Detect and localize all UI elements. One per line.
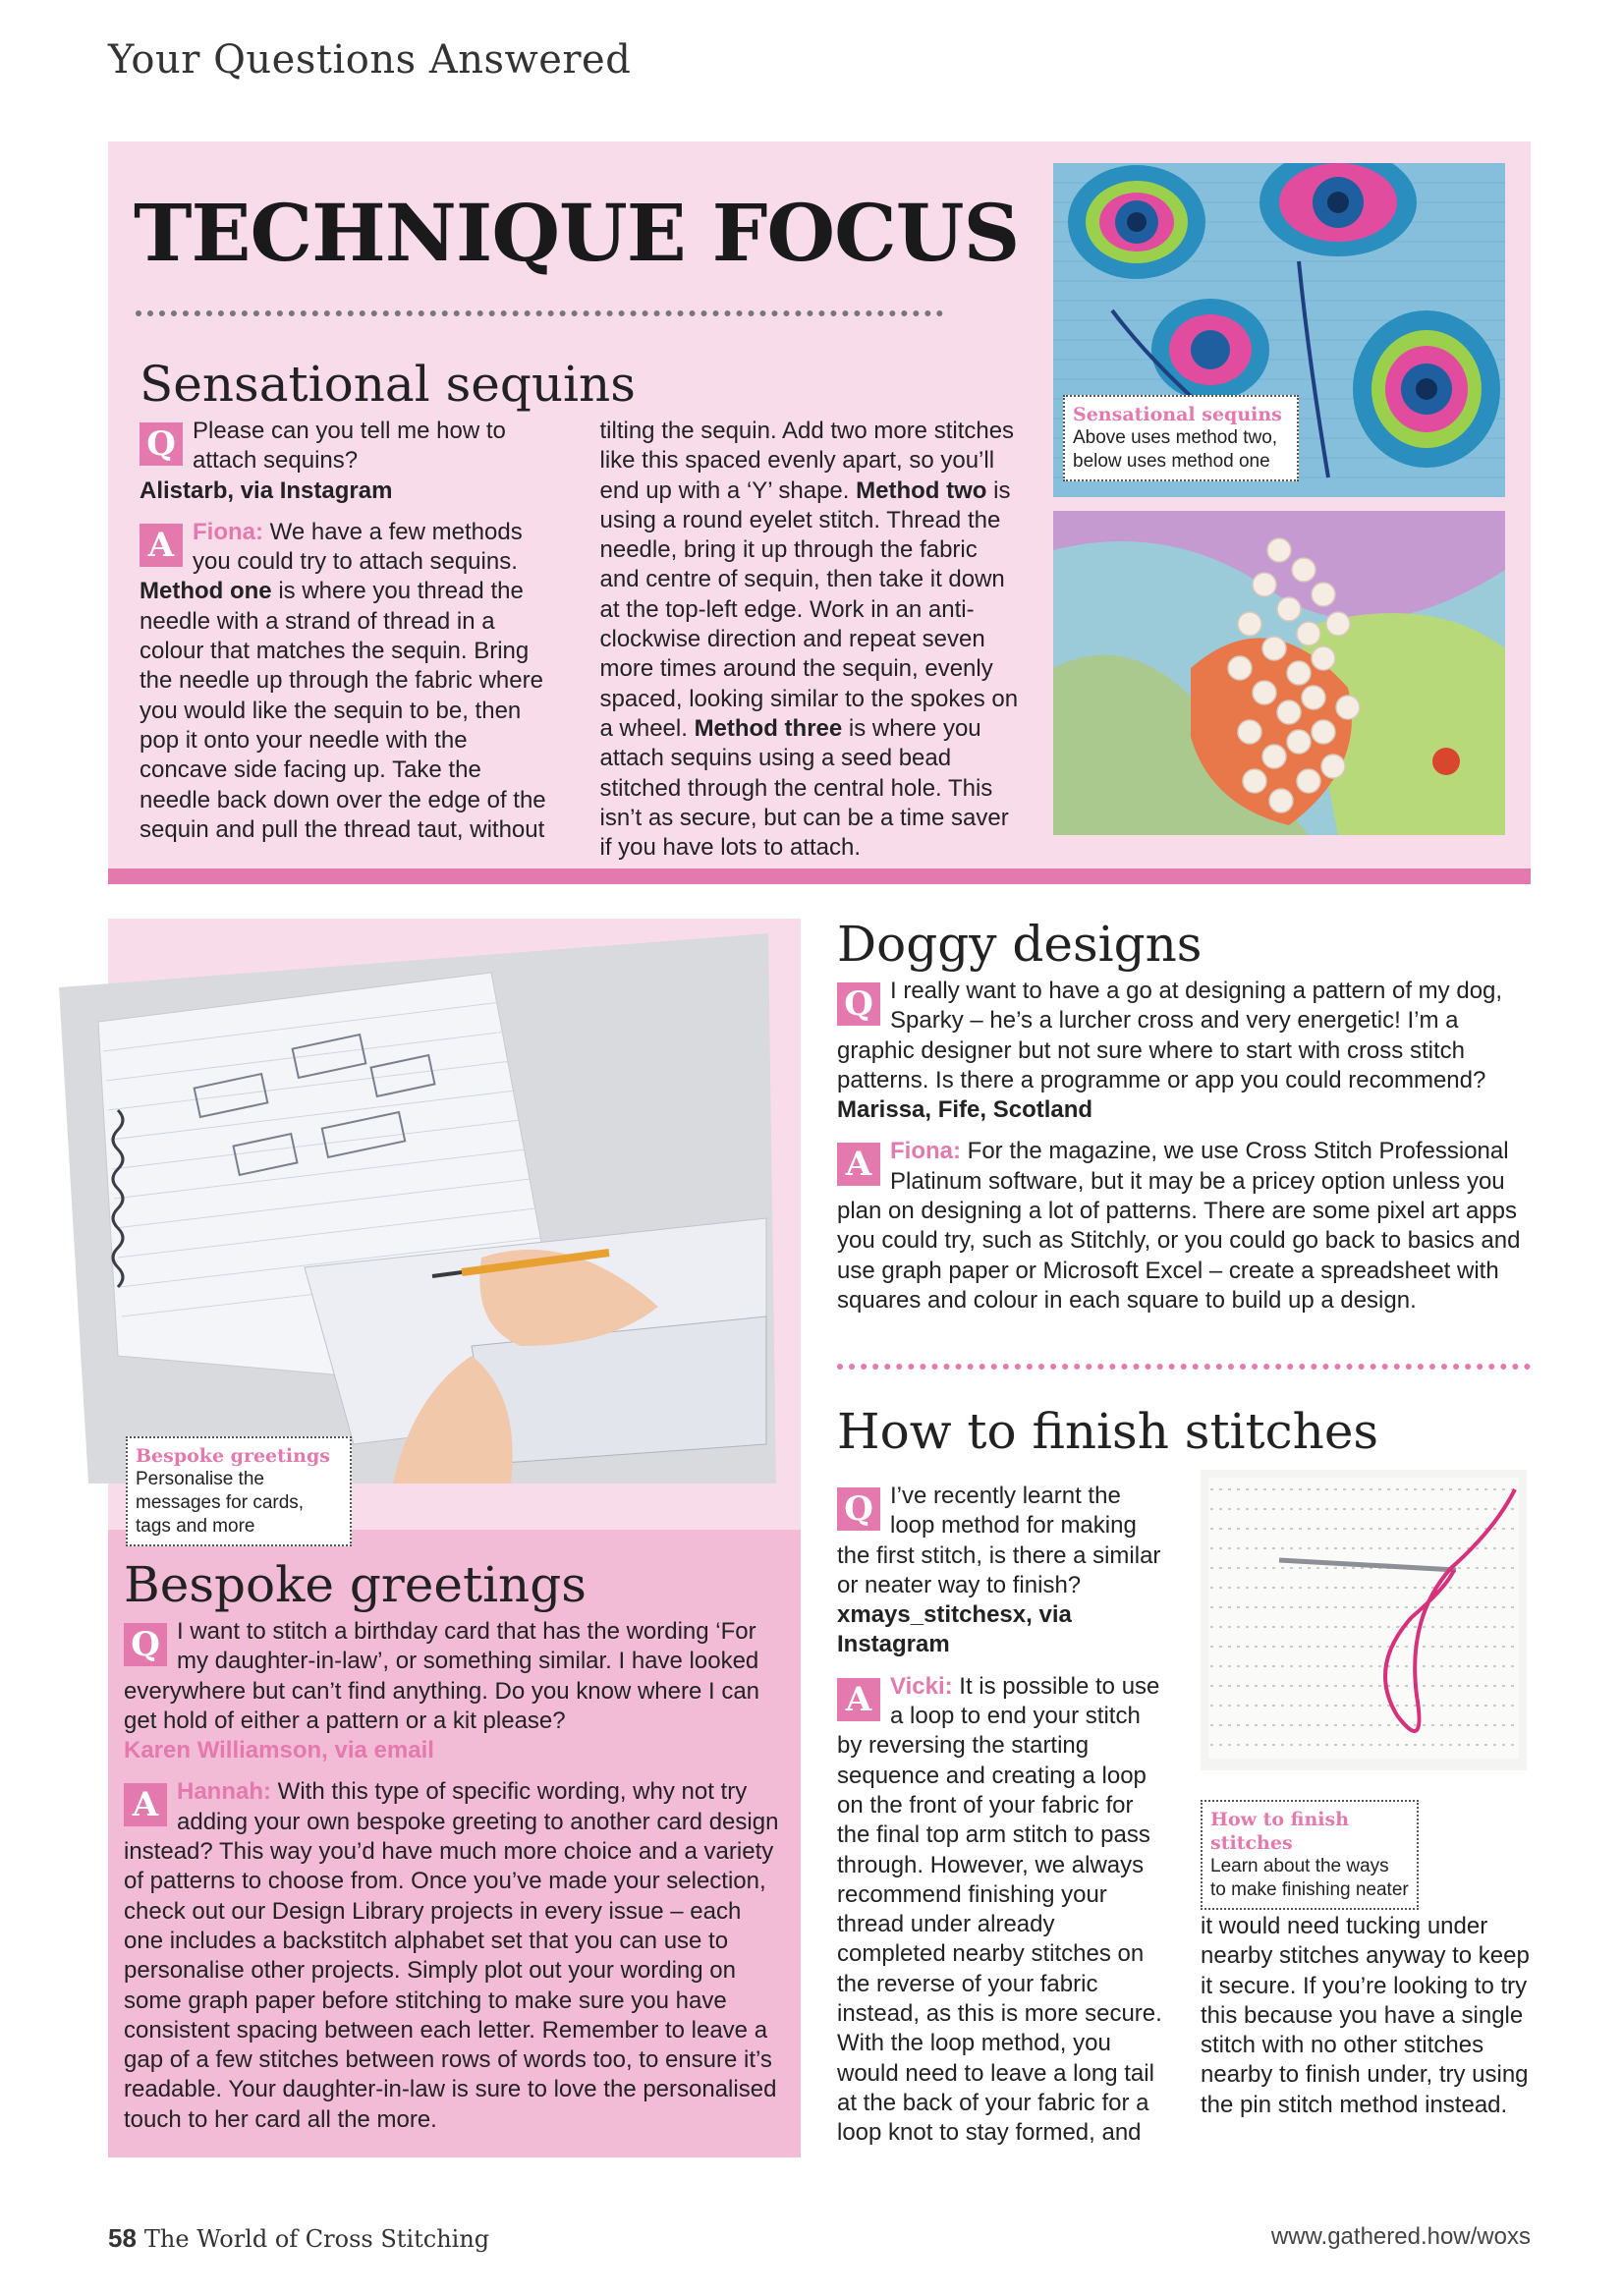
- footer-publication: [108, 2223, 489, 2254]
- finish-caption-text: Learn about the ways to make finishing neater: [1210, 1856, 1409, 1900]
- finish-column-2: [1201, 1912, 1531, 2120]
- greetings-caption-text: Personalise the messages for cards, tags and more: [136, 1469, 305, 1537]
- doggy-body: [837, 977, 1531, 1316]
- answer-marker: A: [140, 524, 183, 567]
- method-one-text: is where you thread the needle with a strand of thread in a colour that matches the sequin. Bring the needle up through the fabric where you would like the sequin to be, then pop it onto your needle with the concave side facing up. Take the needle back down over the edge of the sequin and pull the thread taut, without tilting the sequin. Add two more stitches like this spaced evenly apart, so you’ll end up with a ‘Y’ shape.: [140, 418, 1015, 843]
- greetings-answer: With this type of specific wording, why not try adding your own bespoke greeting to another card design instead? This way you’d have much more choice and a variety of patterns to choose from. Once you’ve made your selection, check out our Design Library projects in every issue – each one includes a backstitch alphabet set that you can use to personalise other projects. Simply plot out your wording on some graph paper before stitching to make sure you have consistent spacing between each letter. Remember to leave a gap of a few stitches between rows of words too, to ensure it’s readable. Your daughter-in-law is sure to love the personalised touch to her card all the more.: [124, 1778, 779, 2133]
- sequin-fish-stitch-image: [1053, 511, 1505, 835]
- magazine-name: The World of Cross Stitching: [143, 2225, 490, 2253]
- greetings-title: Bespoke greetings: [124, 1556, 587, 1613]
- finish-photo: [1201, 1470, 1527, 1770]
- page-number: 58: [108, 2223, 137, 2253]
- sequins-answerer: Fiona:: [193, 518, 263, 545]
- graph-paper-lettering-image: [59, 933, 776, 1484]
- finish-answer-col2: it would need tucking under nearby stitches anyway to keep it secure. If you’re looking to try this because you have a single stitch with no other stitches nearby to finish under, try using the pin stitch method instead.: [1201, 1913, 1530, 2118]
- method-two-text: is using a round eyelet stitch. Thread the needle, bring it up through the fabric and centre of sequin, then take it down at the top-left edge. Work in an anti-clockwise direction and repeat seven more times around the sequin, evenly spaced, looking similar to the spokes on a wheel.: [599, 476, 1019, 742]
- answer-marker: A: [124, 1783, 167, 1826]
- greetings-question: I want to stitch a birthday card that has the wording ‘For my daughter-in-law’, or something similar. I have looked everywhere but can’t find anything. Do you know where I can get hold of either a pattern or a kit please?: [124, 1618, 760, 1734]
- sequins-asker: Alistarb, via Instagram: [140, 476, 393, 504]
- sequins-photo-bottom: [1053, 511, 1505, 835]
- sequins-caption: [1063, 395, 1299, 481]
- finish-asker: xmays_stitchesx, via Instagram: [837, 1601, 1072, 1658]
- panel-divider-bar: [108, 868, 1531, 884]
- finish-column-1: [837, 1482, 1167, 2149]
- sequins-caption-text: Above uses method two, below uses method one: [1073, 427, 1278, 472]
- method-three-text: is where you attach sequins using a seed bead stitched through the central hole. This isn’t as secure, but can be a time saver if you have lots to attach.: [599, 714, 1009, 862]
- doggy-title: Doggy designs: [837, 916, 1203, 973]
- finish-caption-title: How to finish stitches: [1210, 1809, 1350, 1854]
- sequins-column-1: [140, 417, 1019, 868]
- sequins-question: Please can you tell me how to attach sequins?: [193, 418, 506, 475]
- method-two-label: Method two: [856, 476, 987, 504]
- greetings-asker: Karen Williamson, via email: [124, 1737, 434, 1764]
- technique-focus-title: TECHNIQUE FOCUS: [134, 187, 1020, 279]
- doggy-answerer: Fiona:: [890, 1138, 961, 1165]
- method-three-label: Method three: [694, 714, 843, 742]
- doggy-asker: Marissa, Fife, Scotland: [837, 1096, 1093, 1124]
- greetings-body: [124, 1617, 780, 2135]
- section-dotted-divider: [837, 1364, 1531, 1370]
- greetings-caption: [126, 1436, 352, 1546]
- question-marker: Q: [837, 1487, 880, 1531]
- question-marker: Q: [124, 1623, 167, 1666]
- doggy-answer: For the magazine, we use Cross Stitch Professional Platinum software, but it may be a pricey option unless you plan on designing a lot of patterns. There are some pixel art apps you could try, such as Stitchly, or you could go back to basics and use graph paper or Microsoft Excel – create a spreadsheet with squares and colour in each square to build up a design.: [837, 1138, 1521, 1314]
- finish-question: I’ve recently learnt the loop method for making the first stitch, is there a similar or neater way to finish?: [837, 1483, 1161, 1598]
- greetings-caption-title: Bespoke greetings: [136, 1445, 330, 1467]
- sequins-caption-title: Sensational sequins: [1073, 404, 1282, 425]
- finish-caption: [1201, 1800, 1419, 1910]
- question-marker: Q: [140, 422, 183, 466]
- sequins-title: Sensational sequins: [140, 356, 636, 413]
- finish-answer-col1: It is possible to use a loop to end your stitch by reversing the starting sequence and creating a loop on the front of your fabric for the final top arm stitch to pass through. However, we always recommend finishing your thread under already completed nearby stitches on the reverse of your fabric instead, as this is more secure. With the loop method, you would need to leave a long tail at the back of your fabric for a loop knot to stay formed, and: [837, 1672, 1162, 2147]
- method-one-label: Method one: [140, 578, 272, 605]
- greetings-answerer: Hannah:: [177, 1778, 271, 1806]
- greetings-photo: [59, 933, 776, 1484]
- finish-title: How to finish stitches: [837, 1403, 1379, 1460]
- sequins-answer-intro: We have a few methods you could try to attach sequins.: [193, 518, 523, 576]
- needle-thread-aida-image: [1201, 1470, 1527, 1770]
- footer-url: www.gathered.how/woxs: [1270, 2223, 1531, 2250]
- answer-marker: A: [837, 1678, 880, 1721]
- section-header: Your Questions Answered: [108, 37, 632, 83]
- doggy-question: I really want to have a go at designing a pattern of my dog, Sparky – he’s a lurcher cross and very energetic! I’m a graphic designer but not sure where to start with cross stitch patterns. Is there a programme or app you could recommend?: [837, 978, 1503, 1093]
- answer-marker: A: [837, 1143, 880, 1186]
- finish-answerer: Vicki:: [890, 1672, 953, 1700]
- title-dotted-divider: [136, 310, 943, 316]
- question-marker: Q: [837, 982, 880, 1026]
